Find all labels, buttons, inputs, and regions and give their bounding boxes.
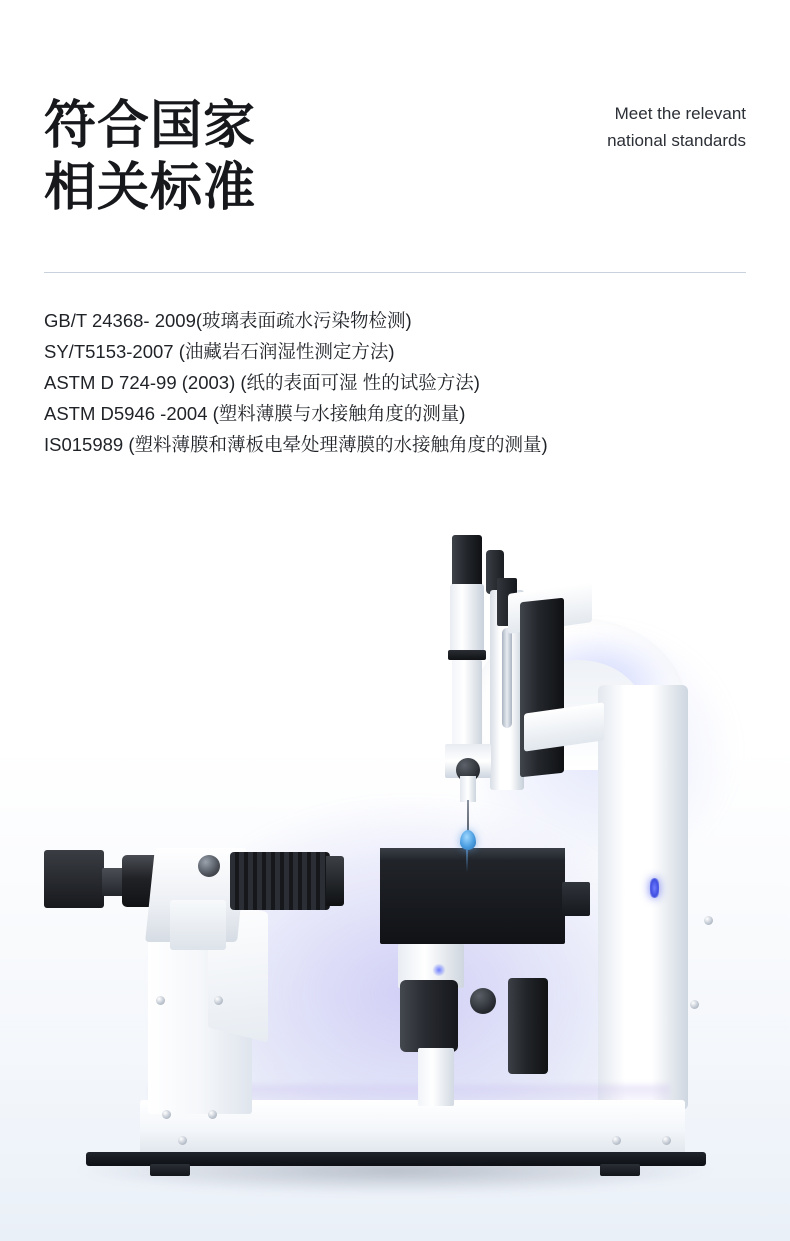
sample-stage-bracket bbox=[562, 882, 590, 916]
screw bbox=[156, 996, 165, 1005]
list-item: SY/T5153-2007 (油藏岩石润湿性测定方法) bbox=[44, 341, 395, 362]
list-item: GB/T 24368- 2009(玻璃表面疏水污染物检测) bbox=[44, 310, 412, 331]
water-droplet bbox=[460, 830, 476, 850]
sample-stage bbox=[380, 848, 565, 944]
sample-stage-surface bbox=[380, 848, 565, 860]
syringe-collar bbox=[448, 650, 486, 660]
page-title-line1: 符合国家 bbox=[44, 95, 257, 156]
page-subtitle-en-line2: national standards bbox=[607, 131, 746, 150]
needle-housing bbox=[452, 660, 482, 746]
syringe-barrel bbox=[450, 584, 484, 654]
base-foot bbox=[600, 1164, 640, 1176]
page-subtitle-en-line1: Meet the relevant bbox=[614, 104, 746, 123]
camera-module bbox=[44, 850, 104, 908]
camera-neck bbox=[102, 868, 124, 896]
page-subtitle-en bbox=[516, 100, 746, 154]
needle-tip bbox=[467, 800, 469, 834]
stage-lock-knob bbox=[470, 988, 496, 1014]
stage-led-glow bbox=[432, 964, 446, 976]
screw bbox=[178, 1136, 187, 1145]
list-item: ASTM D 724-99 (2003) (纸的表面可湿 性的试验方法) bbox=[44, 372, 480, 393]
header-divider bbox=[44, 272, 746, 273]
lens-lock-knob bbox=[198, 855, 220, 877]
led-indicator-right bbox=[650, 878, 659, 898]
screw bbox=[612, 1136, 621, 1145]
droplet-trace bbox=[466, 850, 468, 872]
c-frame-right-column bbox=[598, 685, 688, 1110]
screw bbox=[662, 1136, 671, 1145]
rail-slot bbox=[502, 628, 512, 728]
lens-focus-rings bbox=[230, 852, 330, 910]
page-title bbox=[44, 95, 256, 219]
screw bbox=[690, 1000, 699, 1009]
stage-vertical-arm bbox=[508, 978, 548, 1074]
list-item: ASTM D5946 -2004 (塑料薄膜与水接触角度的测量) bbox=[44, 403, 466, 424]
syringe-plunger-head bbox=[452, 535, 482, 587]
screw bbox=[208, 1110, 217, 1119]
product-image bbox=[0, 500, 790, 1241]
stage-adjust-knob bbox=[400, 980, 458, 1052]
lens-front-element bbox=[326, 856, 344, 906]
screw bbox=[162, 1110, 171, 1119]
stage-lower-post bbox=[418, 1048, 454, 1106]
list-item: IS015989 (塑料薄膜和薄板电晕处理薄膜的水接触角度的测量) bbox=[44, 434, 548, 455]
screw bbox=[214, 996, 223, 1005]
lens-post bbox=[170, 900, 226, 950]
needle-neck bbox=[460, 776, 476, 802]
header bbox=[0, 0, 790, 280]
page-title-line2: 相关标准 bbox=[44, 157, 257, 218]
screw bbox=[704, 916, 713, 925]
base-foot bbox=[150, 1164, 190, 1176]
standards-list bbox=[44, 305, 754, 460]
